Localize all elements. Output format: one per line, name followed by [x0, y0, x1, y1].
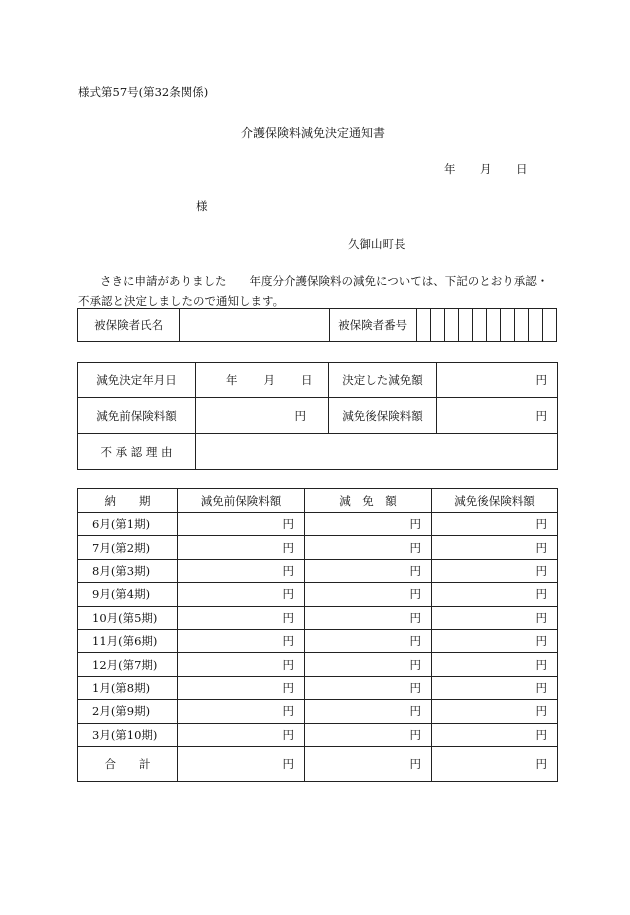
period-row [78, 559, 558, 582]
period-after-amount[interactable]: 円 [432, 536, 558, 559]
insured-number-digit[interactable] [472, 309, 486, 342]
header-reduction: 減 免 額 [305, 489, 432, 513]
decided-amount-field[interactable]: 円 [437, 363, 558, 398]
decision-date-field[interactable] [196, 363, 329, 398]
insured-number-digit[interactable] [416, 309, 430, 342]
period-label: 7月(第2期) [78, 536, 178, 559]
period-reduction-amount[interactable]: 円 [305, 723, 432, 746]
date-day: 日 [516, 162, 528, 176]
period-reduction-amount[interactable]: 円 [305, 653, 432, 676]
period-before-amount[interactable]: 円 [178, 559, 305, 582]
period-before-amount[interactable]: 円 [178, 653, 305, 676]
document-title: 介護保険料減免決定通知書 [241, 126, 386, 140]
period-after-amount[interactable]: 円 [432, 676, 558, 699]
period-label: 8月(第3期) [78, 559, 178, 582]
period-row [78, 700, 558, 723]
periods-table [77, 488, 558, 782]
period-after-amount[interactable]: 円 [432, 559, 558, 582]
after-amount-field[interactable]: 円 [437, 398, 558, 434]
total-after[interactable]: 円 [432, 746, 558, 781]
period-before-amount[interactable]: 円 [178, 676, 305, 699]
insured-number-digit[interactable] [430, 309, 444, 342]
date-year: 年 [444, 162, 456, 176]
decision-date-year: 年 [226, 373, 238, 387]
period-label: 12月(第7期) [78, 653, 178, 676]
period-row [78, 676, 558, 699]
before-amount-label: 減免前保険料額 [78, 398, 196, 434]
date-month: 月 [480, 162, 492, 176]
total-before[interactable]: 円 [178, 746, 305, 781]
insured-number-digit[interactable] [458, 309, 472, 342]
insured-number-digit[interactable] [514, 309, 528, 342]
period-before-amount[interactable]: 円 [178, 536, 305, 559]
decision-table [77, 362, 558, 470]
period-reduction-amount[interactable]: 円 [305, 606, 432, 629]
period-before-amount[interactable]: 円 [178, 513, 305, 536]
period-reduction-amount[interactable]: 円 [305, 513, 432, 536]
period-reduction-amount[interactable]: 円 [305, 559, 432, 582]
rejection-reason-label: 不 承 認 理 由 [78, 434, 196, 470]
period-after-amount[interactable]: 円 [432, 606, 558, 629]
header-after: 減免後保険料額 [432, 489, 558, 513]
period-reduction-amount[interactable]: 円 [305, 676, 432, 699]
period-after-amount[interactable]: 円 [432, 513, 558, 536]
before-amount-field[interactable]: 円 [196, 398, 329, 434]
period-row [78, 583, 558, 606]
period-row [78, 536, 558, 559]
period-after-amount[interactable]: 円 [432, 700, 558, 723]
total-label: 合 計 [78, 746, 178, 781]
addressee-suffix: 様 [196, 199, 208, 213]
insured-number-digit[interactable] [486, 309, 500, 342]
decision-date-month: 月 [263, 373, 275, 387]
insured-number-digit[interactable] [444, 309, 458, 342]
period-before-amount[interactable]: 円 [178, 606, 305, 629]
form-number: 様式第57号(第32条関係) [78, 85, 209, 99]
issuer: 久御山町長 [348, 237, 406, 251]
decision-date-day: 日 [301, 373, 313, 387]
period-reduction-amount[interactable]: 円 [305, 583, 432, 606]
after-amount-label: 減免後保険料額 [329, 398, 437, 434]
insured-number-digit[interactable] [528, 309, 542, 342]
period-label: 1月(第8期) [78, 676, 178, 699]
notice-body [78, 271, 556, 311]
period-reduction-amount[interactable]: 円 [305, 629, 432, 652]
insured-number-label: 被保険者番号 [329, 309, 416, 342]
period-before-amount[interactable]: 円 [178, 700, 305, 723]
period-label: 9月(第4期) [78, 583, 178, 606]
total-reduction[interactable]: 円 [305, 746, 432, 781]
insured-number-digit[interactable] [542, 309, 556, 342]
decided-amount-label: 決定した減免額 [329, 363, 437, 398]
period-label: 2月(第9期) [78, 700, 178, 723]
header-period: 納 期 [78, 489, 178, 513]
rejection-reason-field[interactable] [196, 434, 558, 470]
period-after-amount[interactable]: 円 [432, 723, 558, 746]
periods-header-row [78, 489, 558, 513]
total-row [78, 746, 558, 781]
insured-name-field[interactable] [180, 309, 329, 342]
period-reduction-amount[interactable]: 円 [305, 700, 432, 723]
period-before-amount[interactable]: 円 [178, 723, 305, 746]
header-before: 減免前保険料額 [178, 489, 305, 513]
period-row [78, 723, 558, 746]
period-after-amount[interactable]: 円 [432, 583, 558, 606]
notice-text: さきに申請がありました 年度分介護保険料の減免については、下記のとおり承認・不承認と決定しましたので通知します。 [78, 274, 549, 308]
insured-number-digit[interactable] [500, 309, 514, 342]
period-row [78, 653, 558, 676]
period-row [78, 606, 558, 629]
period-row [78, 629, 558, 652]
period-label: 6月(第1期) [78, 513, 178, 536]
period-row [78, 513, 558, 536]
period-label: 10月(第5期) [78, 606, 178, 629]
period-label: 3月(第10期) [78, 723, 178, 746]
period-before-amount[interactable]: 円 [178, 583, 305, 606]
period-after-amount[interactable]: 円 [432, 629, 558, 652]
period-before-amount[interactable]: 円 [178, 629, 305, 652]
period-after-amount[interactable]: 円 [432, 653, 558, 676]
period-label: 11月(第6期) [78, 629, 178, 652]
period-reduction-amount[interactable]: 円 [305, 536, 432, 559]
decision-date-label: 減免決定年月日 [78, 363, 196, 398]
insured-name-label: 被保険者氏名 [78, 309, 180, 342]
insured-table [77, 308, 557, 342]
